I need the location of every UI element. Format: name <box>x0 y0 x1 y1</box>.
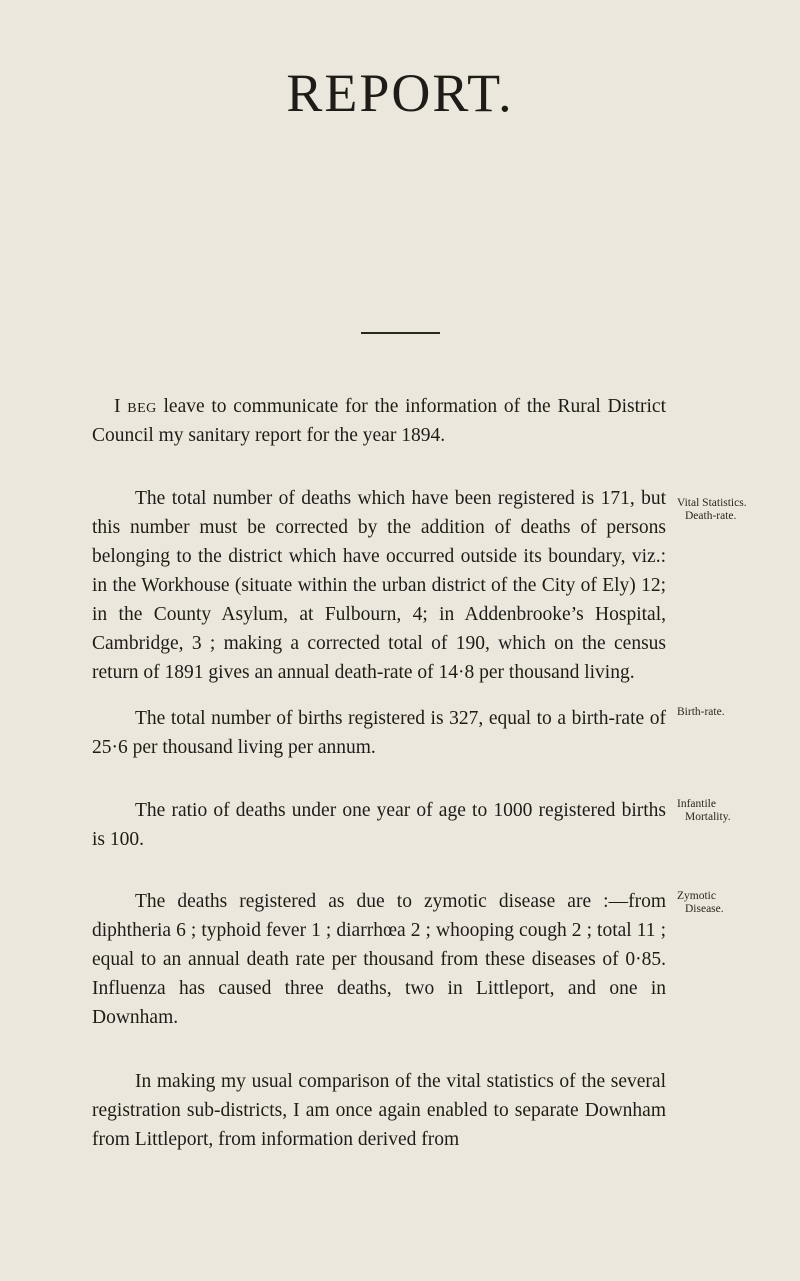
margin-note-birth-rate <box>677 706 797 719</box>
margin-note-infantile-mortality <box>677 798 797 824</box>
paragraph-comparison: In making my usual comparison of the vital statistics of the several registration sub-districts, I am once again enabled to separate Downham from Littleport, from information derived from <box>92 1071 666 1150</box>
margin-note-line: Mortality. <box>685 811 731 823</box>
title-divider <box>361 332 440 334</box>
paragraph-introduction <box>92 392 666 450</box>
margin-note-zymotic-disease <box>677 890 797 916</box>
paragraph-text: leave to communicate for the information of the Rural District Council my sanitary report for the year 1894. <box>92 396 666 446</box>
report-title: REPORT. <box>286 63 514 123</box>
margin-note-line: Death-rate. <box>685 510 737 522</box>
margin-note-line: Birth-rate. <box>677 706 725 718</box>
paragraph-birth-rate: The total number of births registered is 327, equal to a birth-rate of 25·6 per thousand living per annum. <box>92 708 666 758</box>
margin-note-vital-statistics <box>677 497 797 523</box>
margin-note-line: Infantile <box>677 798 716 810</box>
paragraph-infantile-mortality: The ratio of deaths under one year of age to 1000 registered births is 100. <box>92 800 666 850</box>
paragraph-death-rate: The total number of deaths which have been registered is 171, but this number must be corrected by the addition of deaths of persons belonging to the district which have occurred outside its boundary, viz.: in the Workhouse (situate within the urban district of the City of Ely) 12; in the County Asylum, at Fulbourn, 4; in Addenbrooke’s Hospital, Cambridge, 3 ; making a corrected total of 190, which on the census return of 1891 gives an annual death-rate of 14·8 per thousand living. <box>92 488 666 683</box>
paragraph-lead: I <box>114 396 121 417</box>
margin-note-line: Vital Statistics. <box>677 497 747 509</box>
margin-note-line: Disease. <box>685 903 724 915</box>
margin-note-line: Zymotic <box>677 890 716 902</box>
paragraph-zymotic-disease: The deaths registered as due to zymotic disease are :—from diphtheria 6 ; typhoid fever 1 ; diarrhœa 2 ; whooping cough 2 ; total 11 ; equal to an annual death rate per thousand from these diseases of 0·85. Influenza has caused three deaths, two in Littleport, and one in Downham. <box>92 891 666 1028</box>
paragraph-smallcaps: beg <box>127 396 157 417</box>
